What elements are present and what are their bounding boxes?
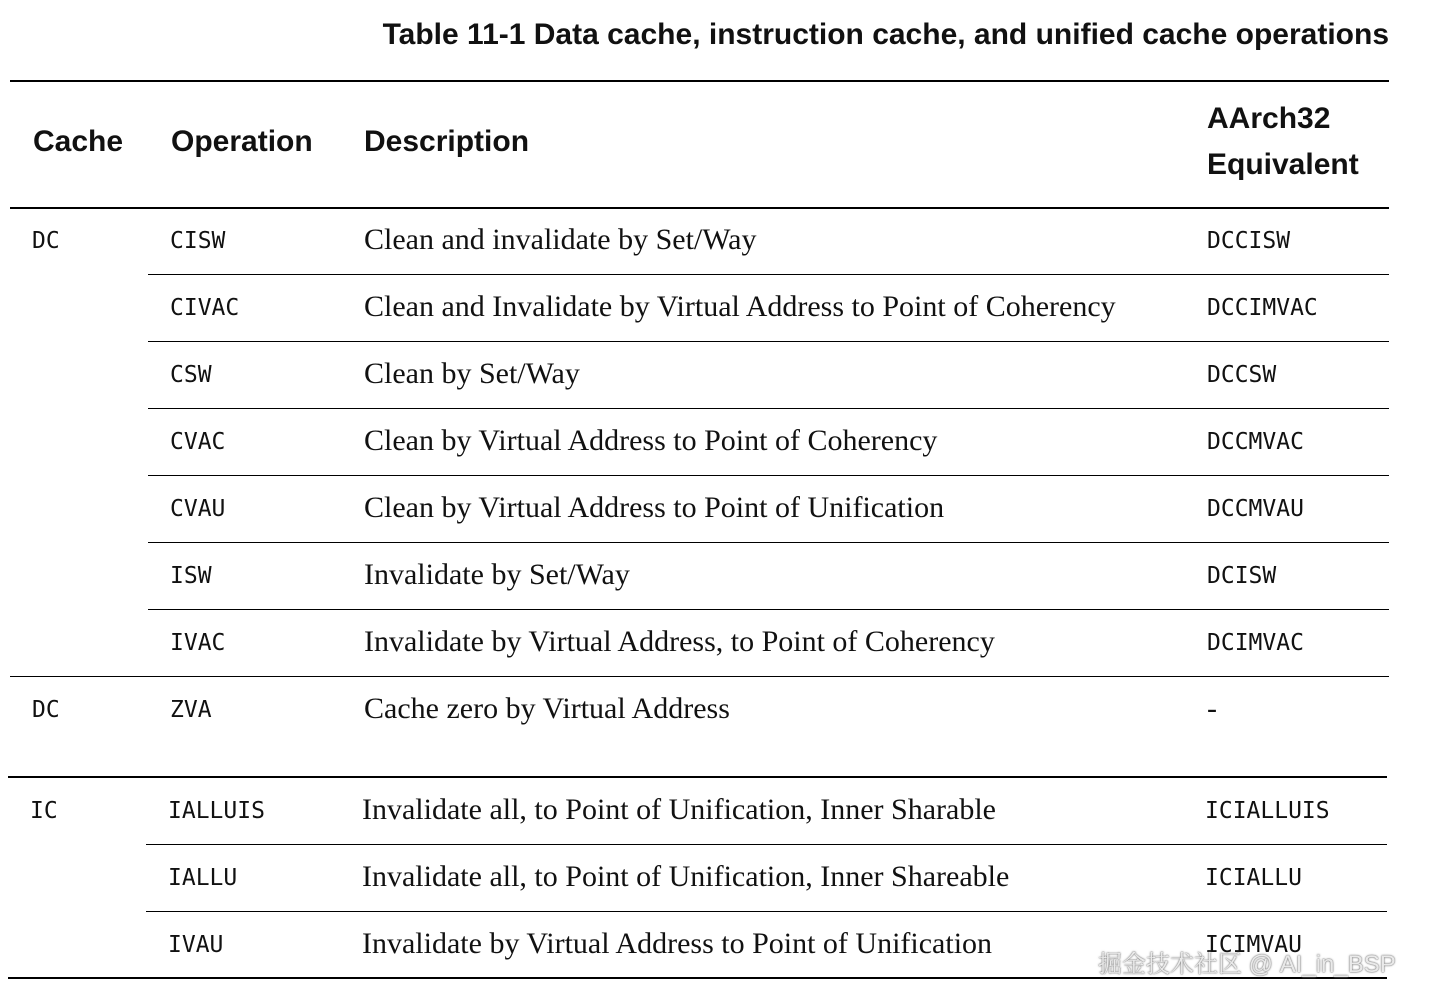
table-title: Table 11-1 Data cache, instruction cache, and unified cache operations	[382, 18, 1389, 51]
watermark: 掘金技术社区 @ AI_in_BSP	[1098, 951, 1396, 978]
row-divider	[148, 341, 1389, 342]
op-cell: IALLU	[168, 865, 238, 891]
equiv-cell: ICIALLUIS	[1205, 798, 1330, 824]
equiv-cell: ICIMVAU	[1205, 932, 1302, 958]
desc-cell: Invalidate all, to Point of Unification, Inner Sharable	[362, 793, 996, 826]
op-cell: IALLUIS	[168, 798, 265, 824]
equiv-cell: DCCMVAC	[1207, 429, 1304, 455]
row-divider	[148, 542, 1389, 543]
group-divider	[10, 676, 1389, 677]
op-cell: CSW	[170, 362, 212, 388]
header-aarch32-line2: Equivalent	[1207, 148, 1359, 181]
desc-cell: Clean and invalidate by Set/Way	[364, 223, 757, 256]
row-divider	[148, 609, 1389, 610]
op-cell: CISW	[170, 228, 226, 254]
row-divider	[146, 911, 1387, 912]
desc-cell: Cache zero by Virtual Address	[364, 692, 730, 725]
equiv-cell: DCISW	[1207, 563, 1277, 589]
equiv-cell: DCCISW	[1207, 228, 1291, 254]
header-aarch32-line1: AArch32	[1207, 102, 1331, 135]
op-cell: CIVAC	[170, 295, 240, 321]
row-divider	[146, 844, 1387, 845]
header-cache: Cache	[33, 125, 124, 158]
op-cell: CVAU	[170, 496, 226, 522]
desc-cell: Invalidate by Virtual Address, to Point of Coherency	[364, 625, 995, 658]
cache-cell-dc-2: DC	[32, 697, 60, 723]
equiv-cell: ICIALLU	[1205, 865, 1302, 891]
op-cell: CVAC	[170, 429, 226, 455]
cache-cell-dc: DC	[32, 228, 60, 254]
row-divider	[148, 475, 1389, 476]
op-cell: IVAU	[168, 932, 224, 958]
desc-cell: Invalidate by Virtual Address to Point of Unification	[362, 927, 993, 960]
op-cell: ISW	[170, 563, 212, 589]
desc-cell: Clean and Invalidate by Virtual Address to Point of Coherency	[364, 290, 1116, 323]
equiv-cell: -	[1207, 692, 1217, 725]
desc-cell: Clean by Set/Way	[364, 357, 580, 390]
desc-cell: Clean by Virtual Address to Point of Unification	[364, 491, 945, 524]
equiv-cell: DCCMVAU	[1207, 496, 1304, 522]
header-operation: Operation	[171, 125, 313, 158]
desc-cell: Invalidate all, to Point of Unification, Inner Shareable	[362, 860, 1010, 893]
equiv-cell: DCCIMVAC	[1207, 295, 1318, 321]
row-divider	[148, 274, 1389, 275]
op-cell: ZVA	[170, 697, 212, 723]
header-bottom-rule	[10, 207, 1389, 209]
header-description: Description	[364, 125, 530, 158]
desc-cell: Invalidate by Set/Way	[364, 558, 630, 591]
desc-cell: Clean by Virtual Address to Point of Coherency	[364, 424, 938, 457]
table-top-rule	[10, 80, 1389, 82]
cache-cell-ic: IC	[30, 798, 58, 824]
group-divider	[8, 776, 1387, 778]
equiv-cell: DCCSW	[1207, 362, 1277, 388]
op-cell: IVAC	[170, 630, 226, 656]
equiv-cell: DCIMVAC	[1207, 630, 1304, 656]
row-divider	[148, 408, 1389, 409]
